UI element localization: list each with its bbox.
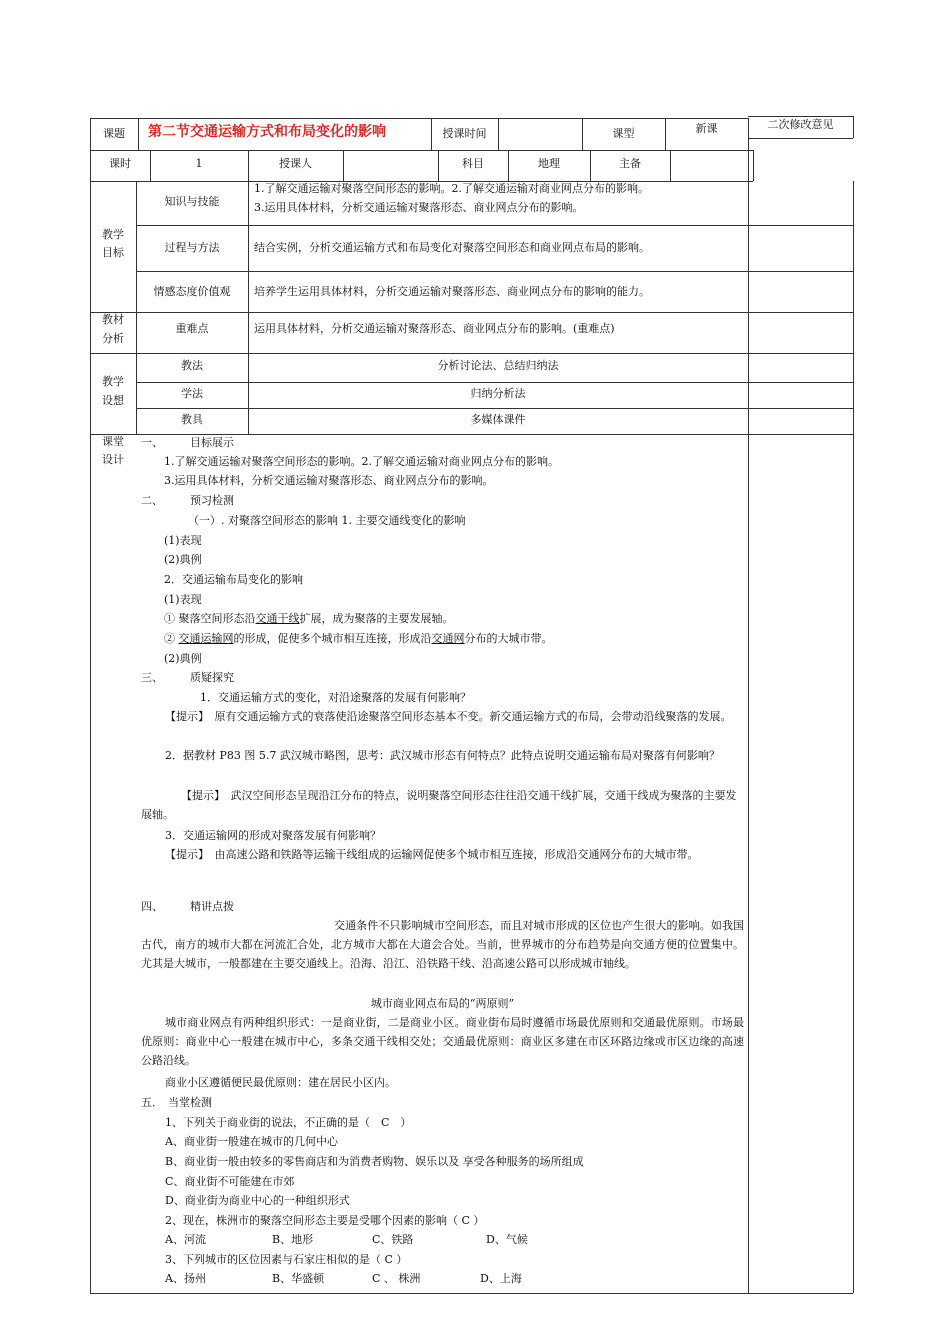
section-3-question-2: 2．据教材 P83 图 5.7 武汉城市略图，思考：武汉城市形态有何特点？此特点说明交通运输布局对聚落有何影响？ [165, 749, 720, 762]
question-1-option-b: B、商业街一般由较多的零售商店和为消费者购物、娱乐以及 享受各种服务的场所组成 [165, 1155, 584, 1168]
knowledge-line-1: 1.了解交通运输对聚落空间形态的影响。2.了解交通运输对商业网点分布的影响。 [254, 182, 649, 195]
section-3-answer-2: 【提示】 武汉空间形态呈现沿江分布的特点，说明聚落空间形态往往沿交通干线扩展，交通干线成为聚落的主要发展轴。 [141, 789, 737, 821]
section-2-line-6: ① 聚落空间形态沿交通干线扩展，成为聚落的主要发展轴。 [164, 612, 454, 625]
subject-label: 科目 [462, 157, 484, 170]
teacher-label: 授课人 [279, 157, 312, 170]
study-label: 学法 [181, 387, 203, 400]
section-1-line-2: 3.运用具体材料，分析交通运输对聚落形态、商业网点分布的影响。 [164, 474, 494, 487]
question-1-option-d: D、商业街为商业中心的一种组织形式 [165, 1194, 350, 1207]
process-label: 过程与方法 [164, 241, 220, 254]
section-3-question-1: 1．交通运输方式的变化，对沿途聚落的发展有何影响？ [200, 691, 471, 704]
page-title: 第二节交通运输方式和布局变化的影响 [148, 124, 386, 140]
question-1: 1、下列关于商业街的说法，不正确的是（ C ） [165, 1116, 412, 1129]
type-value: 新课 [695, 122, 718, 135]
section-2-line-8: (2)典例 [164, 652, 202, 665]
section-1-line-1: 1.了解交通运输对聚落空间形态的影响。2.了解交通运输对商业网点分布的影响。 [164, 455, 559, 468]
question-1-option-c: C、商业街不可能建在市郊 [165, 1175, 295, 1188]
question-3-option-b: B、华盛顿 [272, 1272, 325, 1285]
section-5-number: 五． [141, 1096, 163, 1109]
section-2-line-3: (2)典例 [164, 553, 202, 566]
question-3-option-c: C 、 株洲 [372, 1272, 421, 1285]
section-4-paragraph-3: 商业小区遵循便民最优原则：建在居民小区内。 [165, 1076, 396, 1089]
question-2-option-c: C、铁路 [372, 1233, 414, 1246]
key-label: 重难点 [175, 322, 209, 335]
section-3-title: 质疑探究 [190, 671, 234, 684]
material-label-2: 分析 [102, 332, 124, 345]
question-1-option-a: A、商业街一般建在城市的几何中心 [165, 1135, 338, 1148]
hours-value: 1 [195, 157, 203, 170]
design-label-2: 设想 [102, 394, 124, 407]
section-4-paragraph-2: 城市商业网点有两种组织形式：一是商业街，二是商业小区。商业街布局时遵循市场最优原则和交通最优原则。市场最优原则：商业中心一般建在城市中心，多条交通干线相交处；交通最优原则：商业区多建在市区环路边缘或市区边缘的高速公路沿线。 [141, 1016, 744, 1067]
goals-label-1: 教学 [102, 228, 124, 241]
section-2-line-7: ② 交通运输网的形成，促使多个城市相互连接，形成沿交通网分布的大城市带。 [164, 632, 553, 645]
section-3-answer-3: 【提示】 由高速公路和铁路等运输干线组成的运输网促使多个城市相互连接，形成沿交通网分布的大城市带。 [165, 848, 699, 861]
method-value: 分析讨论法、总结归纳法 [437, 359, 559, 372]
question-2: 2、现在，株洲市的聚落空间形态主要是受哪个因素的影响（ C ） [165, 1214, 485, 1227]
knowledge-line-2: 3.运用具体材料，分析交通运输对聚落形态、商业网点分布的影响。 [254, 201, 584, 214]
subject-value: 地理 [538, 157, 560, 170]
tools-value: 多媒体课件 [470, 413, 526, 426]
section-4-number: 四、 [141, 900, 163, 913]
process-text: 结合实例，分析交通运输方式和布局变化对聚落空间形态和商业网点布局的影响。 [254, 241, 650, 254]
type-label: 课型 [612, 127, 635, 140]
section-2-line-1: （一）. 对聚落空间形态的影响 1. 主要交通线变化的影响 [188, 514, 466, 527]
question-3-option-d: D、上海 [480, 1272, 522, 1285]
section-5-title: 当堂检测 [168, 1096, 212, 1109]
section-3-question-3: 3．交通运输网的形成对聚落发展有何影响？ [165, 829, 381, 842]
method-label: 教法 [181, 359, 203, 372]
section-2-line-5: (1)表现 [164, 593, 202, 606]
section-2-title: 预习检测 [190, 494, 234, 507]
time-label: 授课时间 [442, 127, 487, 140]
key-text: 运用具体材料，分析交通运输对聚落形态、商业网点分布的影响。(重难点) [254, 322, 615, 335]
question-2-option-a: A、河流 [165, 1233, 206, 1246]
main-label: 主备 [619, 157, 641, 170]
section-4-title: 精讲点拨 [190, 900, 234, 913]
section-4-subtitle: 城市商业网点布局的“两原则” [370, 997, 515, 1010]
goals-label-2: 目标 [102, 246, 124, 259]
section-2-line-4: 2．交通运输布局变化的影响 [164, 573, 303, 586]
tools-label: 教具 [181, 413, 203, 426]
material-label-1: 教材 [102, 313, 124, 326]
section-3-number: 三、 [141, 671, 163, 684]
knowledge-label: 知识与技能 [164, 195, 220, 208]
section-4-paragraph-1: 交通条件不只影响城市空间形态，而且对城市形成的区位也产生很大的影响。如我国古代，南方的城市大都在河流汇合处，北方城市大都在大道会合处。当前，世界城市的分布趋势是向交通方便的位置集中。尤其是大城市，一般都建在主要交通线上。沿海、沿江、沿铁路干线、沿高速公路可以形成城市轴线。 [141, 919, 744, 970]
study-value: 归纳分析法 [470, 387, 526, 400]
section-1-title: 目标展示 [190, 436, 234, 449]
design-label-1: 教学 [102, 375, 124, 388]
attitude-text: 培养学生运用具体材料，分析交通运输对聚落形态、商业网点分布的影响的能力。 [254, 285, 650, 298]
question-2-option-b: B、地形 [272, 1233, 314, 1246]
classroom-label-2: 设计 [102, 453, 124, 466]
question-3-option-a: A、扬州 [165, 1272, 206, 1285]
section-2-line-2: (1)表现 [164, 534, 202, 547]
section-2-number: 二、 [141, 494, 163, 507]
question-3: 3、下列城市的区位因素与石家庄相似的是（ C ） [165, 1253, 408, 1266]
classroom-label-1: 课堂 [102, 435, 124, 448]
attitude-label: 情感态度价值观 [153, 285, 231, 298]
revision-label: 二次修改意见 [767, 118, 834, 131]
section-3-answer-1: 【提示】 原有交通运输方式的衰落使沿途聚落空间形态基本不变。新交通运输方式的布局，会带动沿线聚落的发展。 [165, 710, 732, 723]
section-1-number: 一、 [141, 436, 163, 449]
hours-label: 课时 [109, 157, 131, 170]
question-2-option-d: D、气候 [486, 1233, 528, 1246]
keti-label: 课题 [103, 127, 125, 140]
